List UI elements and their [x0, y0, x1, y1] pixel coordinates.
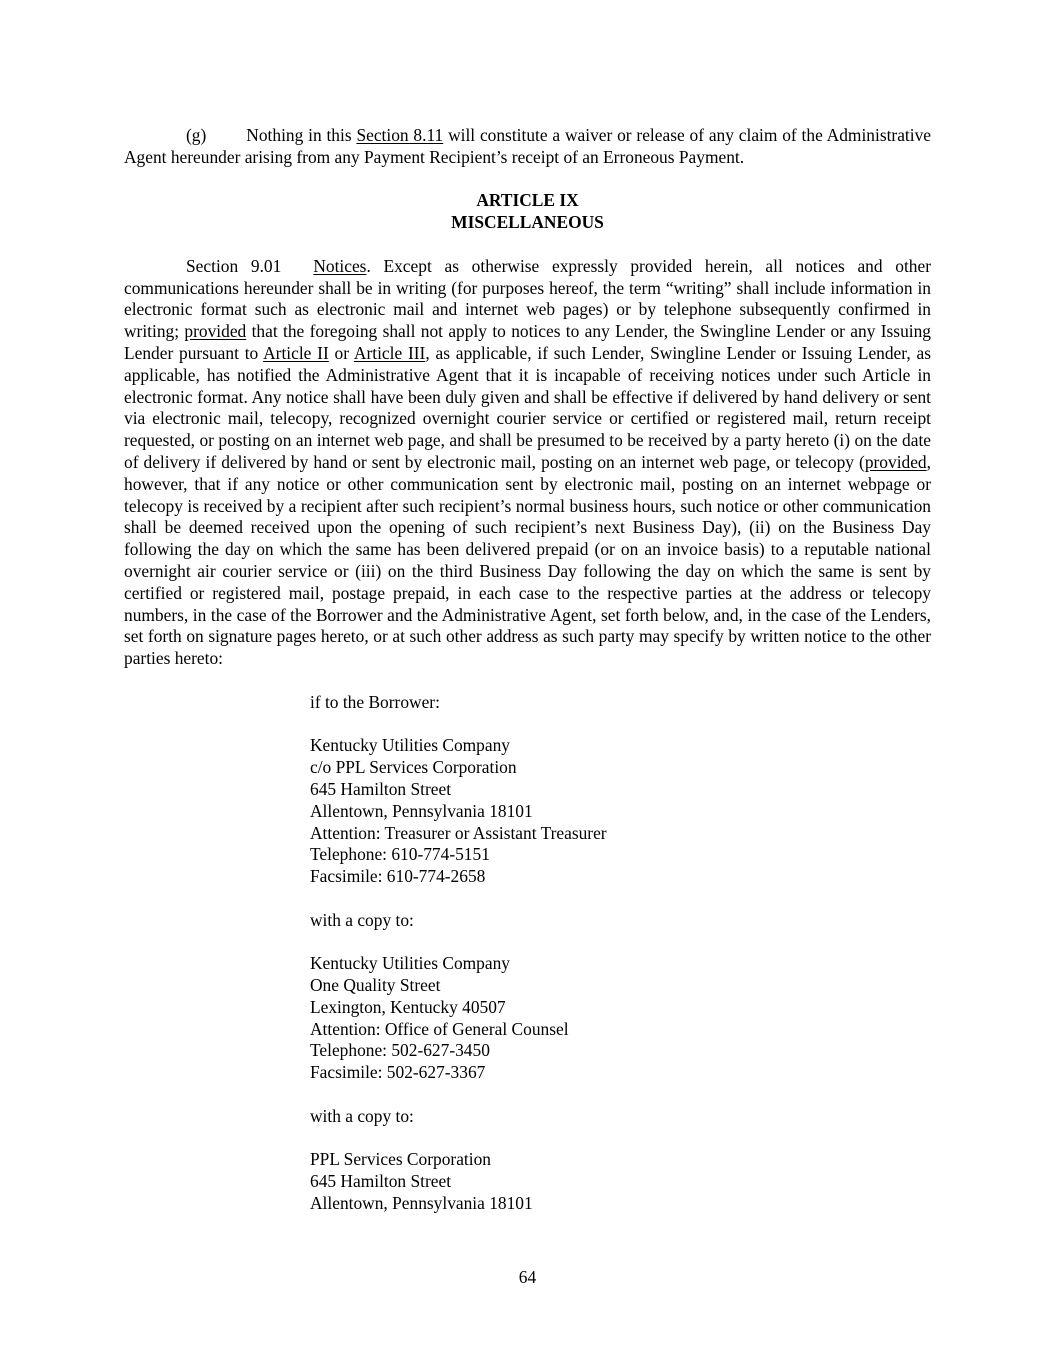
- address-line: Allentown, Pennsylvania 18101: [310, 1193, 533, 1214]
- borrower-intro: if to the Borrower:: [310, 691, 440, 712]
- article-title: MISCELLANEOUS: [451, 212, 604, 233]
- address-line: Telephone: 502-627-3450: [310, 1040, 490, 1061]
- article-number: ARTICLE IX: [476, 190, 579, 211]
- paragraph-g: (g) Nothing in this Section 8.11 will constitute a waiver or release of any claim of the Administrative Agent hereunder arising from any Payment Recipient’s receipt of an Erroneous Payment.: [124, 125, 931, 167]
- copy-intro: with a copy to:: [310, 1105, 414, 1126]
- provided-term: provided: [864, 451, 927, 472]
- address-line: Facsimile: 502-627-3367: [310, 1062, 486, 1083]
- section-heading: Notices: [313, 255, 367, 276]
- address-line: Kentucky Utilities Company: [310, 735, 510, 756]
- article-iii-reference: Article III: [353, 342, 426, 363]
- address-block-2: [310, 953, 931, 1084]
- document-page: [124, 125, 931, 1215]
- section-reference-link: Section 8.11: [356, 125, 444, 145]
- article-ii-reference: Article II: [263, 342, 329, 363]
- provided-term: provided: [184, 321, 247, 342]
- address-block-1: [310, 735, 931, 888]
- address-line: Facsimile: 610-774-2658: [310, 866, 486, 887]
- section-9-01-paragraph: Section 9.01 Notices. Except as otherwise expressly provided herein, all notices and other communications hereunder shall be in writing (for purposes hereof, the term “writing” shall include information in electronic format such as electronic mail and internet web pages) or by telephone subsequently confirmed in writing; provided that the foregoing shall not apply to notices to any Lender, the Swingline Lender or any Issuing Lender pursuant to Article II or Article III, as applicable, if such Lender, Swingline Lender or Issuing Lender, as applicable, has notified the Administrative Agent that it is incapable of receiving notices under such Article in electronic format. Any notice shall have been duly given and shall be effective if delivered by hand delivery or sent via electronic mail, telecopy, recognized overnight courier service or certified or registered mail, return receipt requested, or posting on an internet web page, and shall be presumed to be received by a party hereto (i) on the date of delivery if delivered by hand or sent by electronic mail, posting on an internet web page, or telecopy (provided, however, that if any notice or other communication sent by electronic mail, posting on an internet webpage or telecopy is received by a recipient after such recipient’s normal business hours, such notice or other communication shall be deemed received upon the opening of such recipient’s next Business Day), (ii) on the Business Day following the day on which the same has been delivered prepaid (or on an invoice basis) to a reputable national overnight air courier service or (iii) on the third Business Day following the day on which the same is sent by certified or registered mail, postage prepaid, in each case to the respective parties at the address or telecopy numbers, in the case of the Borrower and the Administrative Agent, set forth below, and, in the case of the Lenders, set forth on signature pages hereto, or at such other address as such party may specify by written notice to the other parties hereto:: [124, 255, 931, 669]
- copy-intro: with a copy to:: [310, 909, 414, 930]
- address-line: Telephone: 610-774-5151: [310, 844, 490, 865]
- address-line: Attention: Office of General Counsel: [310, 1018, 569, 1039]
- page-number: 64: [518, 1267, 537, 1287]
- address-line: Attention: Treasurer or Assistant Treasurer: [310, 822, 607, 843]
- address-line: Allentown, Pennsylvania 18101: [310, 800, 533, 821]
- address-line: 645 Hamilton Street: [310, 778, 452, 799]
- address-line: One Quality Street: [310, 975, 441, 996]
- address-line: c/o PPL Services Corporation: [310, 757, 517, 778]
- paragraph-marker: (g): [186, 125, 207, 145]
- address-line: PPL Services Corporation: [310, 1149, 491, 1170]
- section-label: Section 9.01: [186, 255, 282, 276]
- address-line: 645 Hamilton Street: [310, 1171, 452, 1192]
- address-line: Kentucky Utilities Company: [310, 953, 510, 974]
- notice-addresses: [310, 692, 931, 1215]
- address-line: Lexington, Kentucky 40507: [310, 996, 506, 1017]
- address-block-3: [310, 1149, 931, 1214]
